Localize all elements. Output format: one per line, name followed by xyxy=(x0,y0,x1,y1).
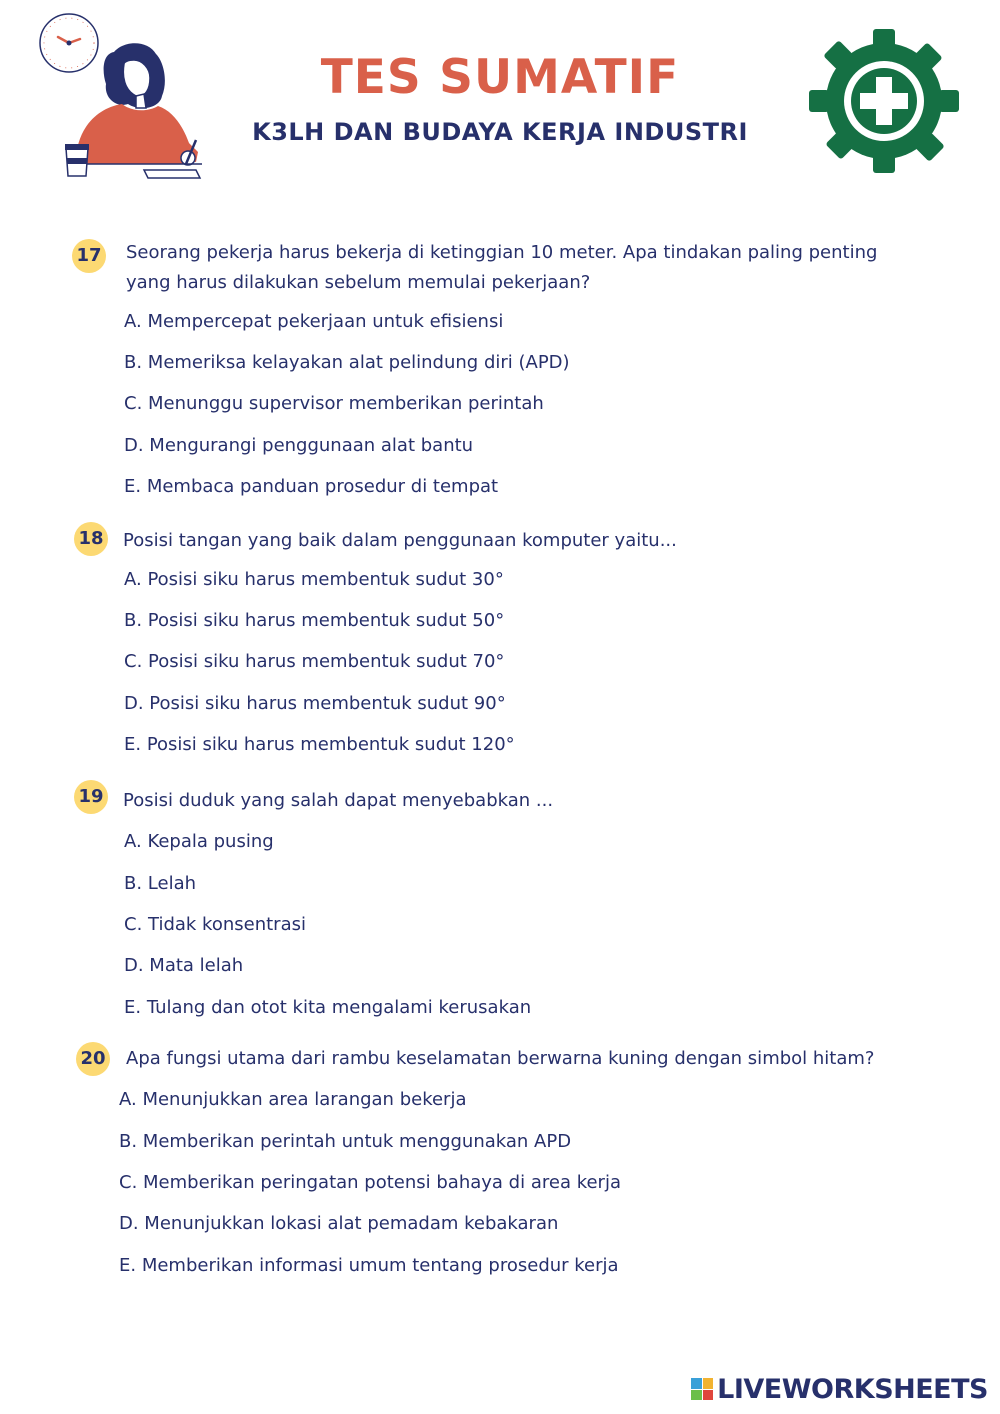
option-a[interactable]: A. Kepala pusing xyxy=(124,831,274,852)
option-c[interactable]: C. Tidak konsentrasi xyxy=(124,914,306,935)
option-d[interactable]: D. Menunjukkan lokasi alat pemadam kebakaran xyxy=(119,1213,559,1234)
option-c[interactable]: C. Menunggu supervisor memberikan perintah xyxy=(124,393,544,414)
option-e[interactable]: E. Tulang dan otot kita mengalami kerusakan xyxy=(124,997,532,1018)
question-number-badge: 20 xyxy=(76,1042,110,1076)
option-e[interactable]: E. Membaca panduan prosedur di tempat xyxy=(124,476,499,497)
page-subtitle: K3LH DAN BUDAYA KERJA INDUSTRI xyxy=(252,118,748,146)
question-text: Posisi tangan yang baik dalam penggunaan komputer yaitu... xyxy=(123,530,677,551)
option-d[interactable]: D. Mata lelah xyxy=(124,955,244,976)
option-b[interactable]: B. Memberikan perintah untuk menggunakan APD xyxy=(119,1131,572,1152)
coffee-cup-icon xyxy=(65,144,89,176)
liveworksheets-mark-icon xyxy=(691,1378,713,1400)
question-text: Posisi duduk yang salah dapat menyebabkan ... xyxy=(123,790,554,811)
option-a[interactable]: A. Posisi siku harus membentuk sudut 30° xyxy=(124,569,504,590)
page-title: TES SUMATIF xyxy=(320,50,680,105)
option-a[interactable]: A. Menunjukkan area larangan bekerja xyxy=(119,1089,467,1110)
question-text: Apa fungsi utama dari rambu keselamatan berwarna kuning dengan simbol hitam? xyxy=(126,1048,875,1069)
brand-name: LIVEWORKSHEETS xyxy=(717,1373,988,1405)
question-number-badge: 17 xyxy=(72,239,106,273)
option-c[interactable]: C. Memberikan peringatan potensi bahaya di area kerja xyxy=(119,1172,621,1193)
option-b[interactable]: B. Lelah xyxy=(124,873,197,894)
option-d[interactable]: D. Mengurangi penggunaan alat bantu xyxy=(124,435,474,456)
option-e[interactable]: E. Memberikan informasi umum tentang prosedur kerja xyxy=(119,1255,619,1276)
liveworksheets-logo xyxy=(691,1374,988,1404)
option-b[interactable]: B. Memeriksa kelayakan alat pelindung diri (APD) xyxy=(124,352,570,373)
option-b[interactable]: B. Posisi siku harus membentuk sudut 50° xyxy=(124,610,505,631)
question-text: Seorang pekerja harus bekerja di ketinggian 10 meter. Apa tindakan paling penting yang harus dilakukan sebelum memulai pekerjaan? xyxy=(126,242,878,293)
question-number-badge: 19 xyxy=(74,780,108,814)
option-a[interactable]: A. Mempercepat pekerjaan untuk efisiensi xyxy=(124,311,504,332)
question-number-badge: 18 xyxy=(74,522,108,556)
k3-safety-gear-icon xyxy=(808,28,960,174)
option-c[interactable]: C. Posisi siku harus membentuk sudut 70° xyxy=(124,651,505,672)
option-d[interactable]: D. Posisi siku harus membentuk sudut 90° xyxy=(124,693,506,714)
option-e[interactable]: E. Posisi siku harus membentuk sudut 120° xyxy=(124,734,515,755)
